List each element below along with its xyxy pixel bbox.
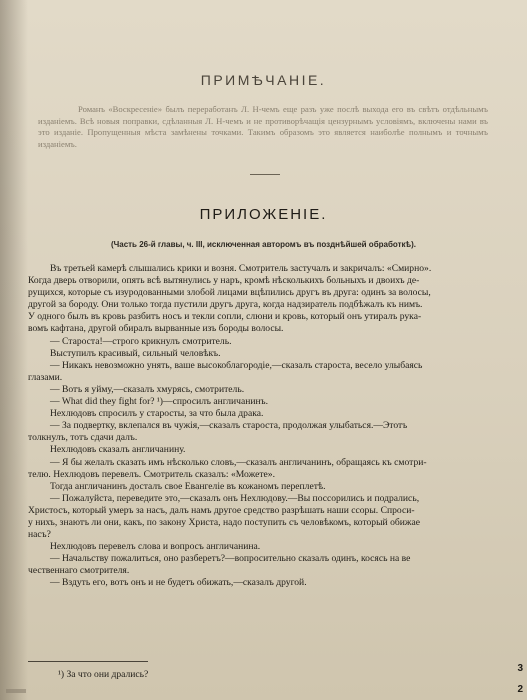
text-line: — Начальству пожалиться, оно разберетъ?—вопросительно сказалъ одинъ, косясь на ве xyxy=(50,553,411,565)
page-number: 3 xyxy=(517,663,523,674)
text-line: вомъ кафтана, другой обиралъ вырванные изъ бороды волосы. xyxy=(28,323,284,335)
text-line: — What did they fight for? ¹)—спросилъ англичанинъ. xyxy=(50,396,268,408)
text-line: у нихъ, знаютъ ли они, какъ, по закону Христа, надо поступить съ человѣкомъ, который обижае xyxy=(28,516,421,528)
page-edge-shadow xyxy=(0,0,28,700)
text-line: Тогда англичанинъ досталъ свое Евангеліе въ кожаномъ переплетѣ. xyxy=(50,480,326,492)
text-line: — Никакъ невозможно унять, ваше высокоблагородіе,—сказалъ староста, весело улыбаясь xyxy=(50,359,423,371)
text-line: Выступилъ красивый, сильный человѣкъ. xyxy=(50,347,221,359)
scan-mark xyxy=(6,689,26,693)
text-line: Когда дверь отворили, опять всѣ вытянулись у наръ, кромѣ нѣсколькихъ больныхъ и двоихъ де- xyxy=(28,275,420,287)
text-line: насъ? xyxy=(28,529,51,541)
appendix-subtitle: (Часть 26-й главы, ч. III, исключенная авторомъ въ позднѣйшей обработкѣ). xyxy=(110,240,417,249)
text-line: У одного былъ въ кровь разбитъ носъ и текли сопли, слюни и кровь, который онъ утиралъ рука- xyxy=(28,311,422,323)
note-paragraph: Романъ «Воскресеніе» былъ переработанъ Л. Н-чемъ еще разъ уже послѣ выхода его въ свѣтъ отдѣльнымъ изданіемъ. Всѣ новыя поправки, сдѣланныя Л. Н-чемъ и не противорѣчащія цензурнымъ условіямъ, включены нами въ это изданіе. Пропущенныя мѣста замѣнены точками. Такимъ образомъ это является наиболѣе полнымъ и точнымъ изданіемъ. xyxy=(38,104,488,149)
text-line: рущихся, которые съ изуродованными злобой лицами вцѣпились другъ въ друга: одинъ за волосы, xyxy=(28,287,431,299)
text-line: Нехлюдовъ спросилъ у старосты, за что была драка. xyxy=(50,408,264,420)
text-line: другой за бороду. Они только тогда пустили другъ друга, когда надзиратель подбѣжалъ къ нимъ. xyxy=(28,299,423,311)
text-line: телю. Нехлюдовъ перевелъ. Смотритель сказалъ: «Можете». xyxy=(28,468,276,480)
text-line: — Я бы желалъ сказать имъ нѣсколько словъ,—сказалъ англичанинъ, обращаясь къ смотри- xyxy=(50,456,427,468)
text-line: толкнулъ, тотъ сдачи далъ. xyxy=(28,432,138,444)
text-line: — Вздуть его, вотъ онъ и не будетъ обижать,—сказалъ другой. xyxy=(50,577,307,589)
text-line: глазами. xyxy=(28,371,63,383)
section-divider xyxy=(250,174,280,175)
text-line: Нехлюдовъ перевелъ слова и вопросъ англичанина. xyxy=(50,541,261,553)
appendix-title: ПРИЛОЖЕНІЕ. xyxy=(199,206,328,223)
text-line: — За подвертку, вклепался въ чужія,—сказалъ староста, продолжая улыбаться.—Этотъ xyxy=(50,420,408,432)
page-number: 2 xyxy=(517,684,523,695)
text-line: чественнаго смотрителя. xyxy=(28,565,130,577)
text-line: — Староста!—строго крикнулъ смотритель. xyxy=(50,335,232,347)
text-line: Христосъ, который умеръ за насъ, далъ намъ другое средство разрѣшать наши ссоры. Спроси- xyxy=(28,504,415,516)
text-line: Въ третьей камерѣ слышались крики и возня. Смотритель застучалъ и закричалъ: «Смирно». xyxy=(50,263,432,274)
appendix-body xyxy=(28,263,523,590)
text-line: — Пожалуйста, переведите это,—сказалъ онъ Нехлюдову.—Вы поссорились и подрались, xyxy=(50,492,420,504)
text-line: — Вотъ я уйму,—сказалъ хмурясь, смотритель. xyxy=(50,383,245,395)
note-title: ПРИМѢЧАНІЕ. xyxy=(200,72,327,88)
footnote: ¹) За что они дрались? xyxy=(58,669,149,680)
footnote-divider xyxy=(28,661,148,662)
text-line: Нехлюдовъ сказалъ англичанину. xyxy=(50,444,186,456)
